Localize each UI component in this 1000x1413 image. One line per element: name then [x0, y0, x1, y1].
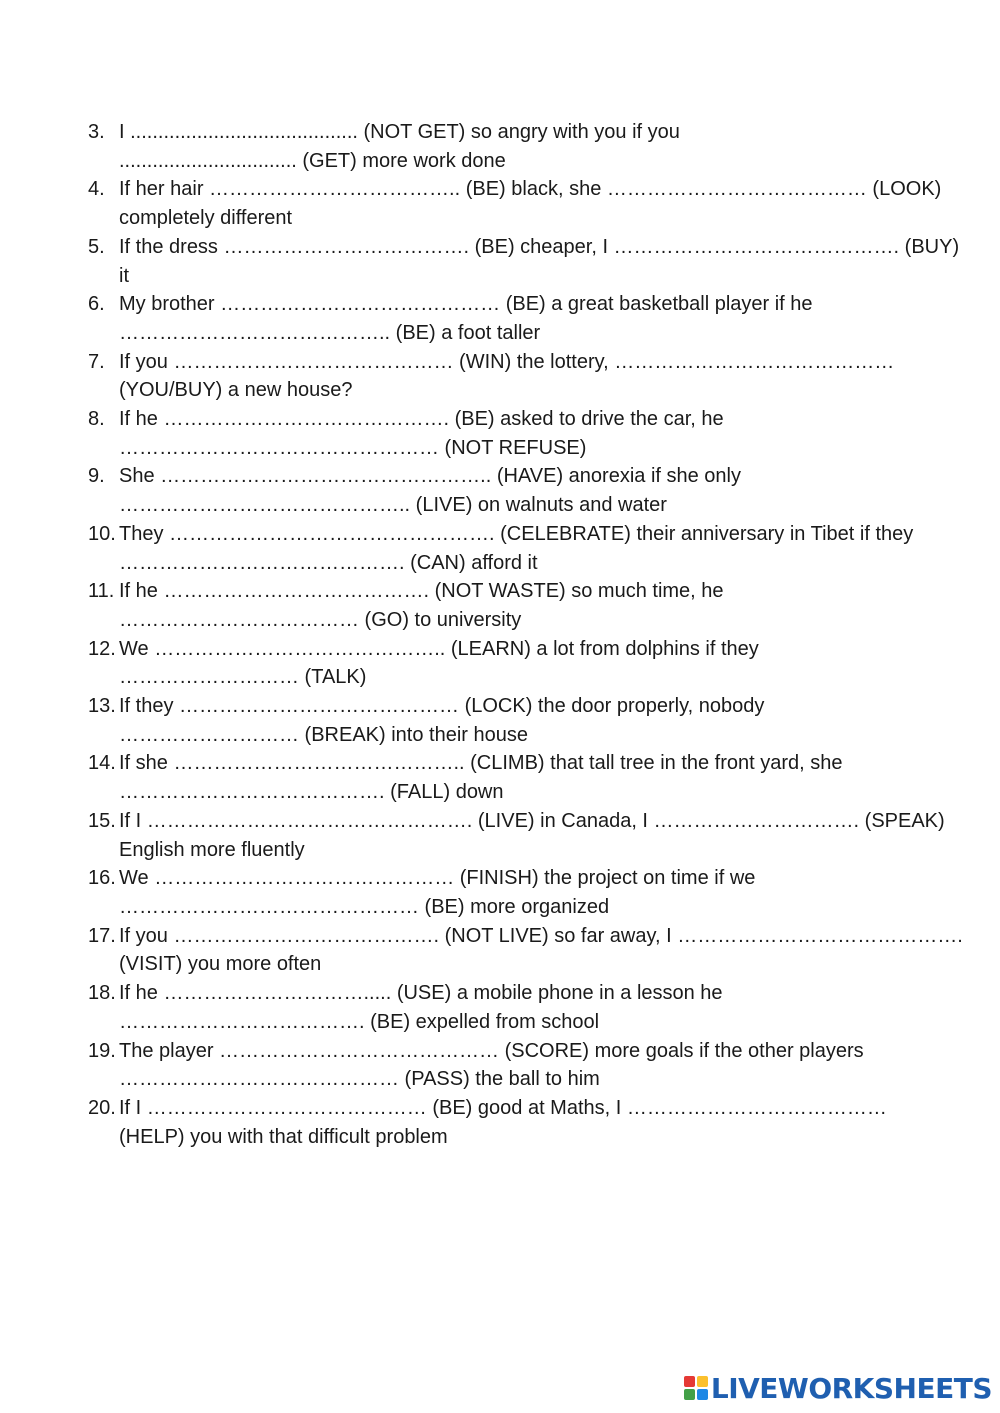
exercise-second-line: ……………………… (TALK) [119, 666, 367, 689]
exercise-second-line: (VISIT) you more often [119, 953, 322, 976]
exercise-first-line: If her hair ……………………………….. (BE) black, she ………………………………… (LOOK) [119, 178, 942, 201]
exercise-item [88, 692, 968, 749]
logo-square-3 [684, 1389, 695, 1400]
logo-square-4 [697, 1389, 708, 1400]
exercise-second-line: English more fluently [119, 838, 305, 861]
exercise-number: 7. [88, 350, 105, 373]
exercise-item [88, 635, 968, 692]
exercise-item [88, 1094, 968, 1151]
exercise-number: 4. [88, 178, 105, 201]
exercise-second-line: ………………………………. (BE) expelled from school [119, 1010, 600, 1033]
exercise-second-line: (HELP) you with that difficult problem [119, 1125, 448, 1148]
exercise-second-line: …………………………………. (FALL) down [119, 781, 504, 804]
exercise-item [88, 577, 968, 634]
exercise-first-line: She ………………………………………….. (HAVE) anorexia if she only [119, 465, 741, 488]
exercise-list [88, 118, 968, 1151]
exercise-first-line: We ……………………………………… (FINISH) the project on time if we [119, 867, 756, 890]
exercise-first-line: If he …………………………..... (USE) a mobile phone in a lesson he [119, 982, 723, 1005]
exercise-first-line: If he ……………………………………. (BE) asked to drive the car, he [119, 408, 724, 431]
exercise-first-line: If I …………………………………………. (LIVE) in Canada, I …………………………. (SPEAK) [119, 809, 945, 832]
exercise-second-line: ……………………………………… (BE) more organized [119, 895, 610, 918]
exercise-second-line: …………………………………… (PASS) the ball to him [119, 1068, 600, 1091]
exercise-first-line: If he …………………………………. (NOT WASTE) so much time, he [119, 580, 724, 603]
exercise-second-line: …………………………………….. (LIVE) on walnuts and water [119, 494, 667, 517]
exercise-item [88, 175, 968, 232]
exercise-item [88, 749, 968, 806]
exercise-item [88, 348, 968, 405]
exercise-number: 15. [88, 809, 116, 832]
exercise-number: 19. [88, 1039, 116, 1062]
exercise-second-line: ………………………………………… (NOT REFUSE) [119, 436, 587, 459]
exercise-second-line: ……………………………………. (CAN) afford it [119, 551, 538, 574]
logo-square-1 [684, 1376, 695, 1387]
exercise-number: 6. [88, 293, 105, 316]
exercise-second-line: ……………………………… (GO) to university [119, 608, 522, 631]
exercise-item [88, 405, 968, 462]
exercise-second-line: completely different [119, 207, 293, 230]
exercise-number: 12. [88, 637, 116, 660]
exercise-number: 20. [88, 1096, 116, 1119]
exercise-item [88, 520, 968, 577]
exercise-item [88, 922, 968, 979]
exercise-first-line: If you …………………………………. (NOT LIVE) so far away, I ……………………………………. [119, 924, 963, 947]
exercise-first-line: If I …………………………………… (BE) good at Maths, I ………………………………… [119, 1096, 887, 1119]
exercise-number: 17. [88, 924, 116, 947]
exercise-number: 10. [88, 522, 116, 545]
logo-square-2 [697, 1376, 708, 1387]
exercise-number: 9. [88, 465, 105, 488]
brand-name: LIVEWORKSHEETS [710, 1371, 992, 1405]
exercise-item [88, 807, 968, 864]
liveworksheets-brand [684, 1371, 992, 1405]
exercise-first-line: We …………………………………….. (LEARN) a lot from dolphins if they [119, 637, 759, 660]
exercise-second-line: ……………………… (BREAK) into their house [119, 723, 528, 746]
exercise-number: 13. [88, 695, 116, 718]
exercise-number: 8. [88, 408, 105, 431]
exercise-first-line: They …………………………………………. (CELEBRATE) their anniversary in Tibet if they [119, 522, 914, 545]
exercise-item [88, 864, 968, 921]
exercise-item [88, 1037, 968, 1094]
exercise-first-line: My brother …………………………………… (BE) a great basketball player if he [119, 293, 813, 316]
exercise-number: 5. [88, 235, 105, 258]
exercise-first-line: If the dress ………………………………. (BE) cheaper, I ……………………………………. (BUY) [119, 235, 960, 258]
liveworksheets-logo-icon [684, 1376, 708, 1400]
exercise-number: 18. [88, 982, 116, 1005]
exercise-first-line: If they …………………………………… (LOCK) the door properly, nobody [119, 695, 765, 718]
exercise-first-line: If you …………………………………… (WIN) the lottery, …………………………………… [119, 350, 895, 373]
exercise-item [88, 979, 968, 1036]
exercise-second-line: ................................ (GET) more work done [119, 149, 506, 172]
exercise-number: 14. [88, 752, 116, 775]
exercise-number: 11. [88, 580, 115, 603]
exercise-second-line: (YOU/BUY) a new house? [119, 379, 353, 402]
exercise-second-line: ………………………………….. (BE) a foot taller [119, 321, 541, 344]
exercise-first-line: The player …………………………………… (SCORE) more goals if the other players [119, 1039, 864, 1062]
exercise-first-line: If she …………………………………….. (CLIMB) that tall tree in the front yard, she [119, 752, 843, 775]
exercise-item [88, 118, 968, 175]
exercise-item [88, 290, 968, 347]
exercise-second-line: it [119, 264, 129, 287]
exercise-number: 16. [88, 867, 116, 890]
exercise-item [88, 462, 968, 519]
exercise-number: 3. [88, 121, 105, 143]
exercise-first-line: I ......................................... (NOT GET) so angry with you if you [119, 121, 680, 143]
exercise-item [88, 233, 968, 290]
